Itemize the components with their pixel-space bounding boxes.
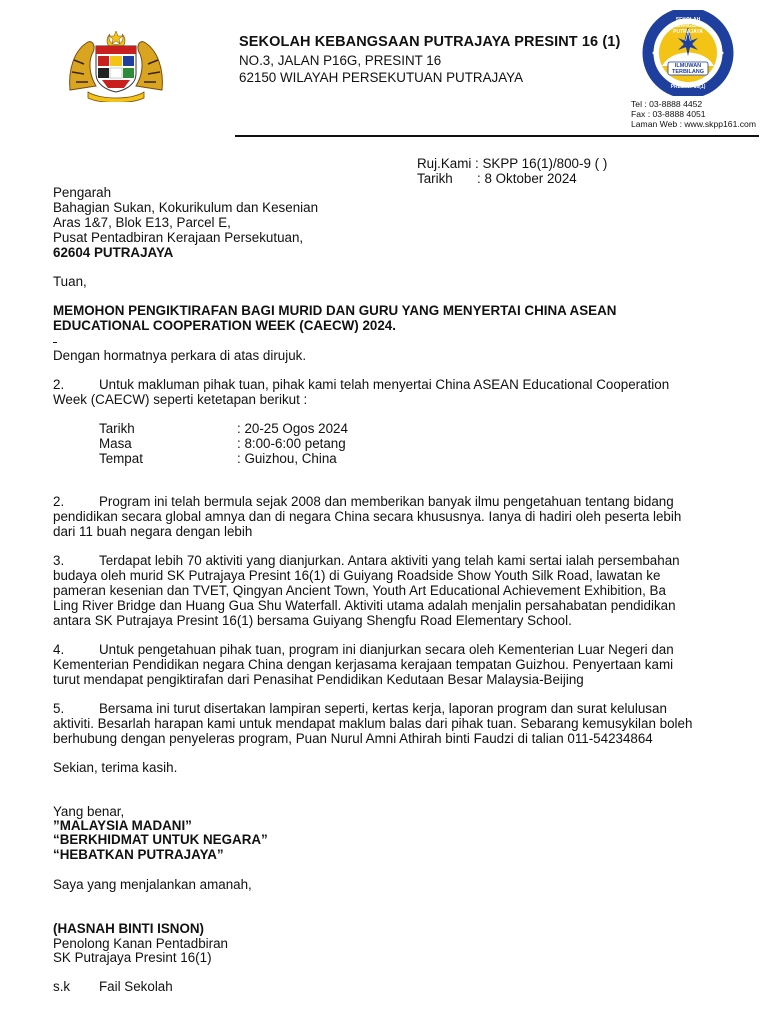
para4-line3: turut mendapat pengiktirafan dari Penasihat Pendidikan Kedutaan Besar Malaysia-Beijing bbox=[53, 672, 584, 687]
para3-line4: Ling River Bridge dan Huang Gua Shu Waterfall. Aktiviti utama adalah menjalin persahabatan pendidikan bbox=[53, 598, 676, 613]
school-logo bbox=[632, 10, 744, 96]
recipient-line4: Pusat Pentadbiran Kerajaan Persekutuan, bbox=[53, 230, 304, 245]
cc-value: Fail Sekolah bbox=[99, 979, 173, 994]
text-cursor-mark bbox=[53, 342, 57, 343]
yang-benar: Yang benar, bbox=[53, 804, 125, 819]
header-divider bbox=[235, 135, 759, 137]
logo-ring-text: SEKOLAH KEBANGSAAN PUTRAJAYA bbox=[670, 17, 706, 35]
slogan-hebatkan: “HEBATKAN PUTRAJAYA” bbox=[53, 847, 224, 862]
salutation: Tuan, bbox=[53, 274, 87, 289]
detail-label-place: Tempat bbox=[99, 451, 143, 466]
para3-line3: pameran kesenian dan TVET, Qingyan Ancient Town, Youth Art Educational Achievement Exhibition, Ba bbox=[53, 583, 666, 598]
amanah-text: Saya yang menjalankan amanah, bbox=[53, 877, 252, 892]
malaysia-coat-of-arms bbox=[66, 30, 166, 102]
recipient-line2: Bahagian Sukan, Kokurikulum dan Kesenian bbox=[53, 200, 319, 215]
signatory-school: SK Putrajaya Presint 16(1) bbox=[53, 950, 212, 965]
school-address-line2: 62150 WILAYAH PERSEKUTUAN PUTRAJAYA bbox=[239, 70, 524, 85]
signatory-position: Penolong Kanan Pentadbiran bbox=[53, 936, 228, 951]
para4-line1: Untuk pengetahuan pihak tuan, program ini dianjurkan secara oleh Kementerian Luar Negeri dan bbox=[99, 642, 674, 657]
logo-motto: ILMUWAN TERBILANG bbox=[671, 63, 705, 75]
school-website: Laman Web : www.skpp161.com bbox=[631, 119, 756, 129]
para2-line2: pendidikan secara global amnya dan di negara China secara khususnya. Ianya di hadiri oleh peserta lebih bbox=[53, 509, 682, 524]
slogan-malaysia-madani: ”MALAYSIA MADANI” bbox=[53, 818, 192, 833]
recipient-line5: 62604 PUTRAJAYA bbox=[53, 245, 174, 260]
slogan-berkhidmat: “BERKHIDMAT UNTUK NEGARA” bbox=[53, 832, 268, 847]
para4-number: 4. bbox=[53, 642, 65, 657]
detail-label-date: Tarikh bbox=[99, 421, 135, 436]
detail-value-place: : Guizhou, China bbox=[237, 451, 337, 466]
recipient-line3: Aras 1&7, Blok E13, Parcel E, bbox=[53, 215, 231, 230]
para1-line2: Week (CAECW) seperti ketetapan berikut : bbox=[53, 392, 308, 407]
para3-number: 3. bbox=[53, 553, 65, 568]
subject-line2: EDUCATIONAL COOPERATION WEEK (CAECW) 2024. bbox=[53, 318, 396, 333]
para3-line5: antara SK Putrajaya Presint 16(1) bersama Guiyang Shengfu Road Elementary School. bbox=[53, 613, 572, 628]
para3-line1: Terdapat lebih 70 aktiviti yang dianjurkan. Antara aktiviti yang telah kami sertai ialah persembahan bbox=[99, 553, 680, 568]
para2-number: 2. bbox=[53, 494, 65, 509]
para3-line2: budaya oleh murid SK Putrajaya Presint 16(1) di Guiyang Roadside Show Youth Silk Road, lawatan ke bbox=[53, 568, 661, 583]
para4-line2: Kementerian Pendidikan negara China dengan kerjasama kerajaan tempatan Guizhou. Penyertaan kami bbox=[53, 657, 674, 672]
detail-value-time: : 8:00-6:00 petang bbox=[237, 436, 346, 451]
subject-line1: MEMOHON PENGIKTIRAFAN BAGI MURID DAN GURU YANG MENYERTAI CHINA ASEAN bbox=[53, 303, 617, 318]
closing-text: Sekian, terima kasih. bbox=[53, 760, 178, 775]
school-tel: Tel : 03-8888 4452 bbox=[631, 99, 703, 109]
reference-number: Ruj.Kami : SKPP 16(1)/800-9 ( ) bbox=[417, 156, 608, 171]
recipient-line1: Pengarah bbox=[53, 185, 112, 200]
para5-line2: aktiviti. Besarlah harapan kami untuk mendapat maklum balas dari pihak tuan. Sebarang kemusykilan boleh bbox=[53, 716, 693, 731]
cc-label: s.k bbox=[53, 979, 71, 994]
para5-line3: berhubung dengan penyeleras program, Puan Nurul Amni Athirah binti Faudzi di talian 011-54234864 bbox=[53, 731, 653, 746]
detail-value-date: : 20-25 Ogos 2024 bbox=[237, 421, 348, 436]
school-name: SEKOLAH KEBANGSAAN PUTRAJAYA PRESINT 16 (1) bbox=[239, 34, 621, 50]
para1-line1: Untuk makluman pihak tuan, pihak kami telah menyertai China ASEAN Educational Cooperation bbox=[99, 377, 670, 392]
logo-bottom-text: PRESINT 16(1) bbox=[670, 84, 706, 90]
signatory-name: (HASNAH BINTI ISNON) bbox=[53, 921, 205, 936]
date-value: : 8 Oktober 2024 bbox=[477, 171, 577, 186]
school-address-line1: NO.3, JALAN P16G, PRESINT 16 bbox=[239, 53, 442, 68]
para2-line3: dari 11 buah negara dengan lebih bbox=[53, 524, 253, 539]
para5-line1: Bersama ini turut disertakan lampiran seperti, kertas kerja, laporan program dan surat kelulusan bbox=[99, 701, 667, 716]
intro-text: Dengan hormatnya perkara di atas dirujuk. bbox=[53, 348, 307, 363]
date-label: Tarikh bbox=[417, 171, 453, 186]
detail-label-time: Masa bbox=[99, 436, 132, 451]
school-fax: Fax : 03-8888 4051 bbox=[631, 109, 706, 119]
para2-line1: Program ini telah bermula sejak 2008 dan memberikan banyak ilmu pengetahuan tentang bidang bbox=[99, 494, 674, 509]
para5-number: 5. bbox=[53, 701, 65, 716]
para1-number: 2. bbox=[53, 377, 65, 392]
